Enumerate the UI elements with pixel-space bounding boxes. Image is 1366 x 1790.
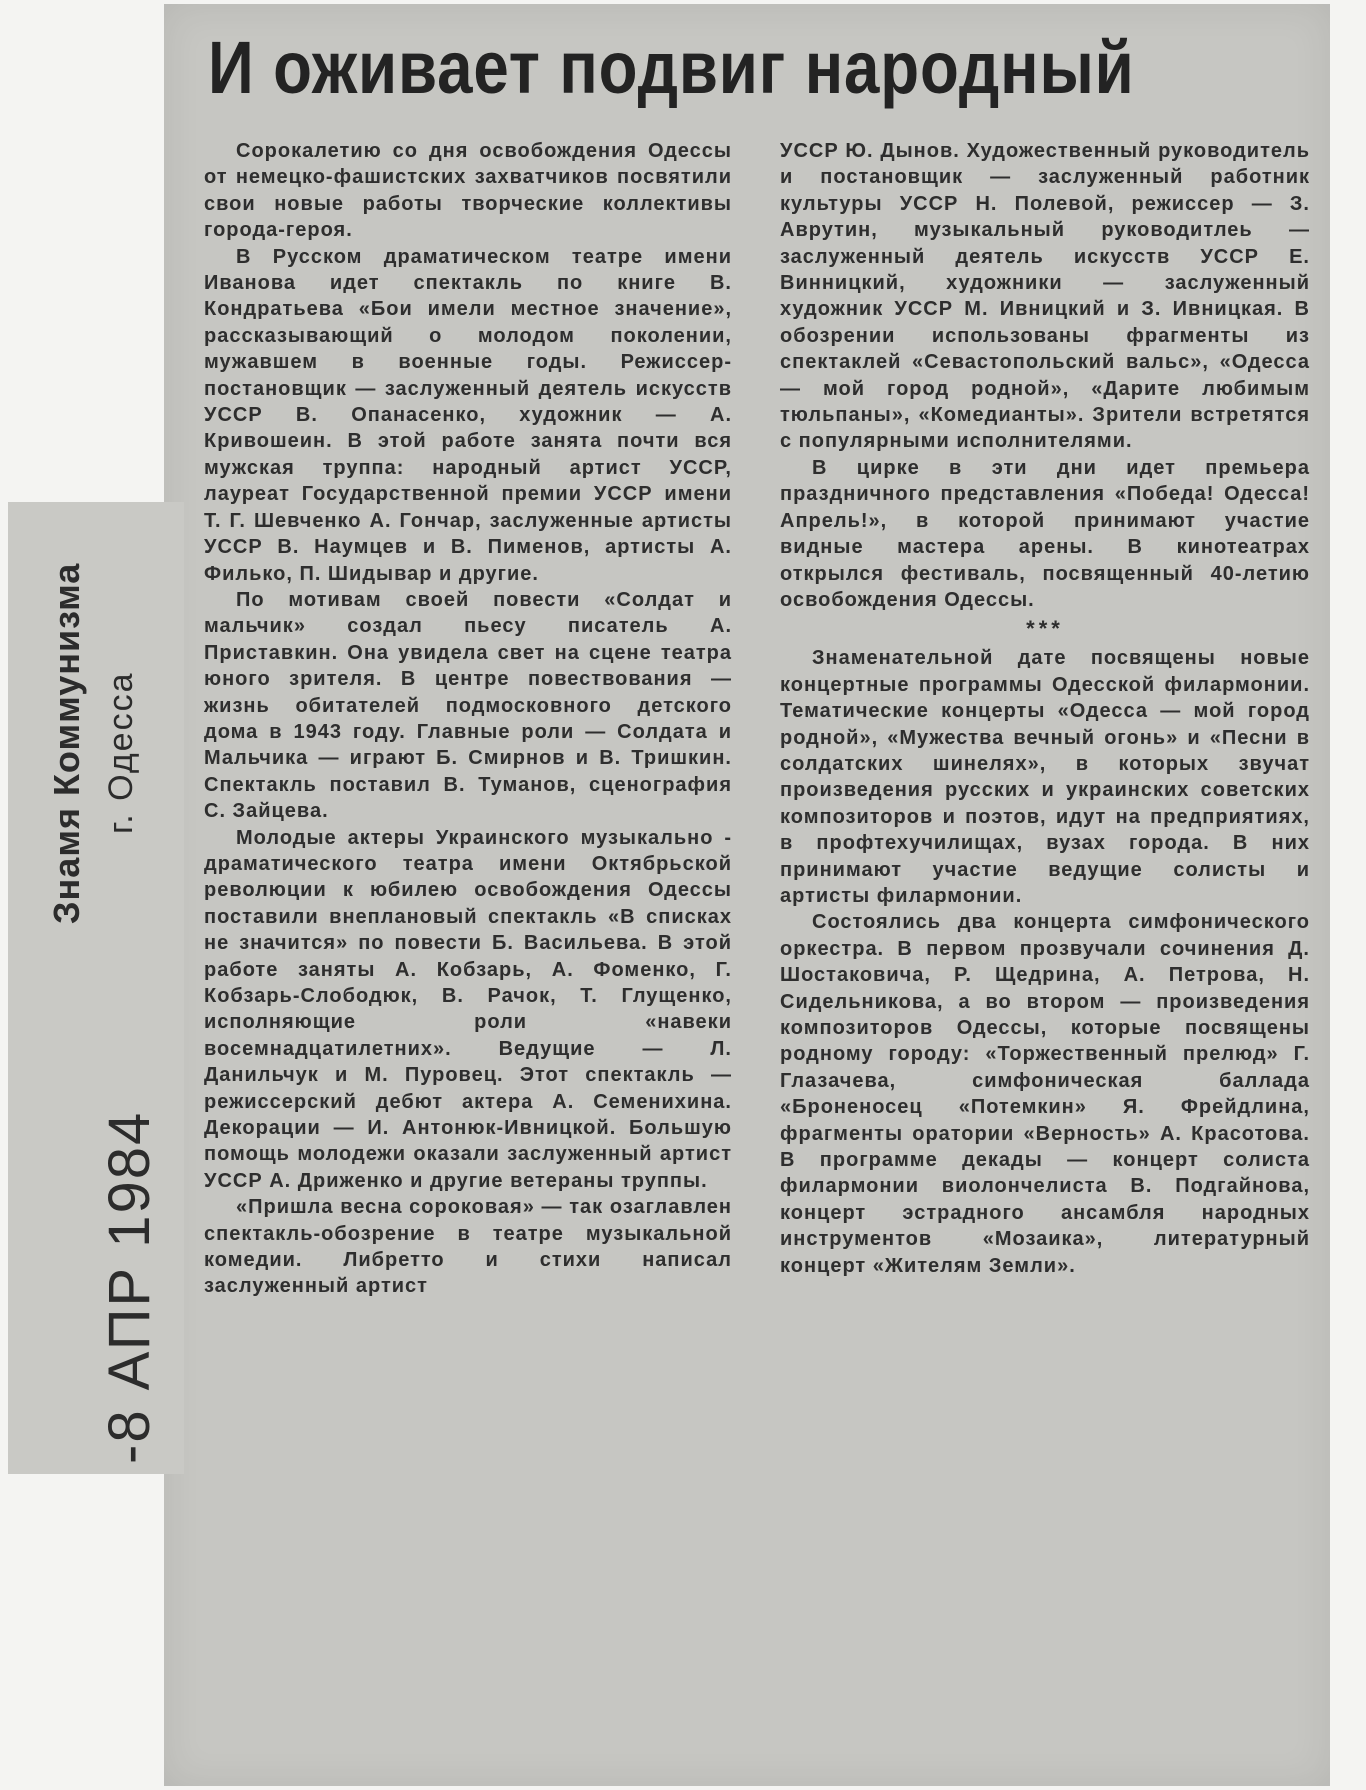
article-paragraph: Сорокалетию со дня освобождения Одессы от немецко-фашистских захватчиков посвятили свои новые работы творческие коллективы города-героя. xyxy=(204,140,732,242)
article-column-left xyxy=(204,138,732,1300)
article-paragraph: В Русском драматическом театре имени Иванова идет спектакль по книге В. Кондратьева «Бои имели местное значение», рассказывающий о молодом поколении, мужавшем в военные годы. Режиссер-постановщик — заслуженный деятель искусств УССР В. Опанасенко, художник — А. Кривошеин. В этой работе занята почти вся мужская труппа: народный артист УССР, лауреат Государственной премии УССР имени Т. Г. Шевченко А. Гончар, заслуженные артисты УССР В. Наумцев и В. Пименов, артисты А. Филько, П. Шидывар и другие. xyxy=(204,245,732,585)
article-paragraph: По мотивам своей повести «Солдат и мальчик» создал пьесу писатель А. Приставкин. Она увидела свет на сцене театра юного зрителя. В центре повествования — жизнь обитателей подмосковного детского дома в 1943 году. Главные роли — Солдата и Мальчика — играют Б. Смирнов и В. Тришкин. Спектакль поставил В. Туманов, сценография С. Зайцева. xyxy=(204,588,732,823)
stamp-city: г. Одесса xyxy=(102,671,140,834)
article-headline: И оживает подвиг народный xyxy=(208,26,1135,109)
article-paragraph: «Пришла весна сороковая» — так озаглавлен спектакль-обозрение в театре музыкальной комедии. Либретто и стихи написал заслуженный артист xyxy=(204,1196,732,1298)
stamp-date: -8 АПР 1984 xyxy=(97,1110,162,1464)
article-paragraph: Знаменательной дате посвящены новые концертные программы Одесской филармонии. Тематические концерты «Одесса — мой город родной», «Мужества вечный огонь» и «Песни в солдатских шинелях», в которых звучат произведения русских и украинских советских композиторов и поэтов, идут на предприятиях, в профтехучилищах, вузах города. В них принимают участие ведущие солисты и артисты филармонии. xyxy=(780,647,1310,907)
article-column-right xyxy=(780,138,1310,1279)
section-separator: *** xyxy=(1026,616,1064,642)
article-paragraph: УССР Ю. Дынов. Художественный руководитель и постановщик — заслуженный работник культуры УССР Н. Полевой, режиссер — З. Аврутин, музыкальный руководитлеь — заслуженный деятель искусств УССР Е. Винницкий, художники — заслуженный художник УССР М. Ивницкий и З. Ивницкая. В обозрении использованы фрагменты из спектаклей «Севастопольский вальс», «Одесса — мой город родной», «Дарите любимым тюльпаны», «Комедианты». Зрители встретятся с популярными исполнителями. xyxy=(780,140,1310,453)
article-paragraph: Состоялись два концерта симфонического оркестра. В первом прозвучали сочинения Д. Шостаковича, Р. Щедрина, А. Петрова, Н. Сидельникова, а во втором — произведения композиторов Одессы, которые посвящены родному городу: «Торжественный прелюд» Г. Глазачева, симфоническая баллада «Броненосец «Потемкин» Я. Фрейдлина, фрагменты оратории «Верность» А. Красотова. В программе декады — концерт солиста филармонии виолончелиста В. Подгайнова, концерт эстрадного ансамбля народных инструментов «Мозаика», литературный концерт «Жителям Земли». xyxy=(780,911,1310,1277)
article-paragraph: В цирке в эти дни идет премьера праздничного представления «Победа! Одесса! Апрель!», в которой принимают участие видные мастера арены. В кинотеатрах открылся фестиваль, посвященный 40-летию освобождения Одессы. xyxy=(780,456,1310,611)
stamp-newspaper-name: Знамя Коммунизма xyxy=(46,562,87,924)
article-paragraph: Молодые актеры Украинского музыкально - драматического театра имени Октябрьской революции к юбилею освобождения Одессы поставили внеплановый спектакль «В списках не значится» по повести Б. Васильева. В этой работе заняты А. Кобзарь, А. Фоменко, Г. Кобзарь-Слободюк, В. Рачок, Т. Глущенко, исполняющие роли «навеки восемнадцатилетних». Ведущие — Л. Данильчук и М. Пуровец. Этот спектакль — режиссерский дебют актера А. Семенихина. Декорации — И. Антонюк-Ивницкой. Большую помощь молодежи оказали заслуженный артист УССР А. Дриженко и другие ветераны труппы. xyxy=(204,826,732,1192)
archive-stamp xyxy=(18,516,168,1466)
